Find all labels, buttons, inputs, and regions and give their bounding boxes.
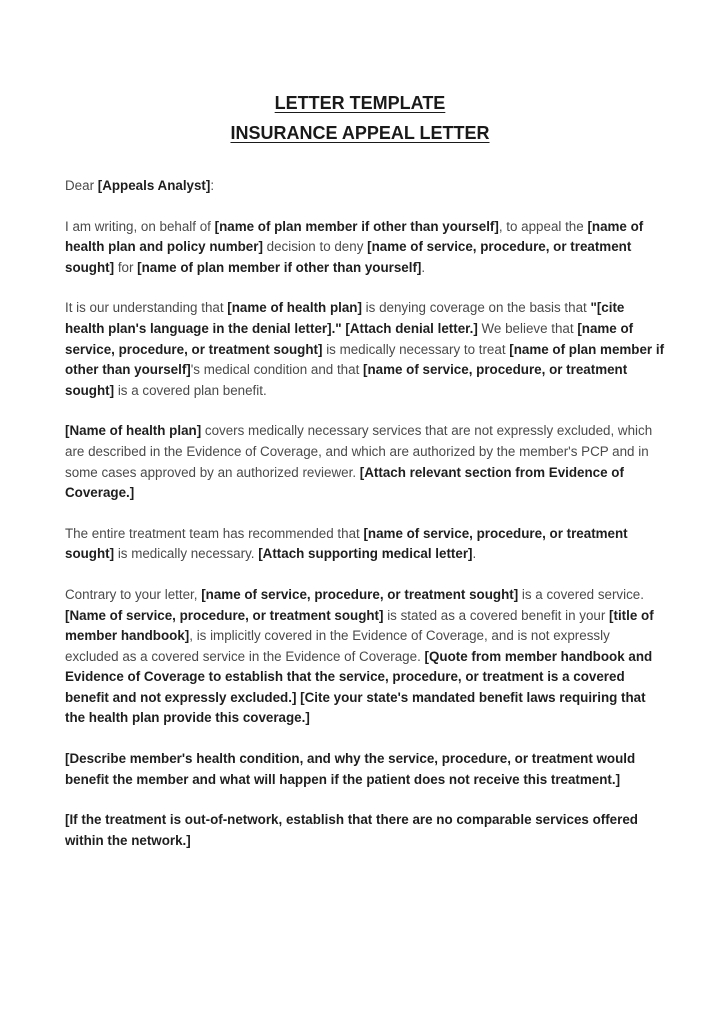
placeholder-text: [name of health plan] (227, 300, 362, 316)
body-text: I am writing, on behalf of (65, 218, 215, 234)
coverage-paragraph (65, 421, 665, 503)
treatment-team-paragraph (65, 524, 665, 565)
document-subtitle: INSURANCE APPEAL LETTER (230, 123, 490, 143)
condition-paragraph (65, 749, 665, 790)
placeholder-text: [Attach relevant section from Evidence of Coverage.] (65, 464, 624, 501)
body-text: We believe that (477, 320, 578, 336)
document-title: LETTER TEMPLATE (274, 93, 446, 113)
placeholder-text: "[cite health plan's language in the denial letter]." [Attach denial letter.] (65, 300, 625, 336)
body-text: is denying coverage on the basis that (361, 300, 591, 316)
salutation-paragraph (65, 176, 665, 197)
body-text: is a covered service. (518, 586, 644, 602)
intro-paragraph (65, 217, 665, 279)
body-text: is a covered plan benefit. (114, 382, 267, 398)
placeholder-text: [name of service, procedure, or treatment sought] (65, 362, 628, 398)
placeholder-text: [Name of service, procedure, or treatment sought] (65, 607, 384, 623)
placeholder-text: [name of service, procedure, or treatment sought] (65, 525, 628, 562)
body-text: decision to deny (262, 239, 368, 255)
body-text: is medically necessary. (114, 546, 259, 562)
placeholder-text: [name of service, procedure, or treatment sought] (201, 586, 519, 602)
body-text: Dear (65, 178, 98, 193)
placeholder-text: [name of plan member if other than yourself] (65, 341, 665, 378)
body-text: is stated as a covered benefit in your (383, 607, 610, 623)
body-text: : (210, 178, 215, 193)
body-text: It is our understanding that (65, 300, 228, 316)
placeholder-text: [Appeals Analyst] (97, 178, 211, 193)
letter-body (65, 176, 665, 871)
placeholder-text: [name of health plan and policy number] (65, 218, 644, 255)
placeholder-text: [Name of health plan] (65, 423, 202, 439)
body-text: , is implicitly covered in the Evidence of Coverage, and is not expressly excluded as a covered service in the Evidence of Coverage. (65, 628, 610, 664)
placeholder-text: [name of plan member if other than yourself] (137, 259, 422, 275)
body-text: 's medical condition and that (190, 362, 364, 378)
body-text: . (421, 259, 426, 275)
document-header (0, 88, 720, 148)
placeholder-text: [Quote from member handbook and Evidence of Coverage to establish that the service, procedure, or treatment is a covered benefit and not expressly excluded.] [Cite your state's mandated benefit laws requiring that the health plan provide this coverage.] (65, 648, 653, 726)
body-text: for (114, 259, 138, 275)
placeholder-text: [name of service, procedure, or treatment sought] (65, 239, 632, 275)
body-text: The entire treatment team has recommended that (65, 525, 364, 541)
body-text: covers medically necessary services that are not expressly excluded, which are described in the Evidence of Coverage, and which are authorized by the member's PCP and in some cases approved by an authorized reviewer. (65, 423, 653, 480)
body-text: , to appeal the (498, 218, 588, 234)
denial-basis-paragraph (65, 298, 665, 401)
contrary-paragraph (65, 585, 665, 729)
out-of-network-paragraph (65, 810, 665, 851)
body-text: is medically necessary to treat (322, 341, 510, 357)
placeholder-text: [Describe member's health condition, and why the service, procedure, or treatment would benefit the member and what will happen if the patient does not receive this treatment.] (65, 751, 636, 787)
body-text: . (472, 546, 477, 562)
placeholder-text: [title of member handbook] (65, 607, 654, 644)
body-text: Contrary to your letter, (65, 586, 202, 602)
placeholder-text: [If the treatment is out-of-network, establish that there are no comparable services offered within the network.] (65, 812, 638, 848)
placeholder-text: [Attach supporting medical letter] (258, 546, 473, 562)
placeholder-text: [name of plan member if other than yourself] (214, 218, 499, 234)
placeholder-text: [name of service, procedure, or treatment sought] (65, 320, 634, 357)
